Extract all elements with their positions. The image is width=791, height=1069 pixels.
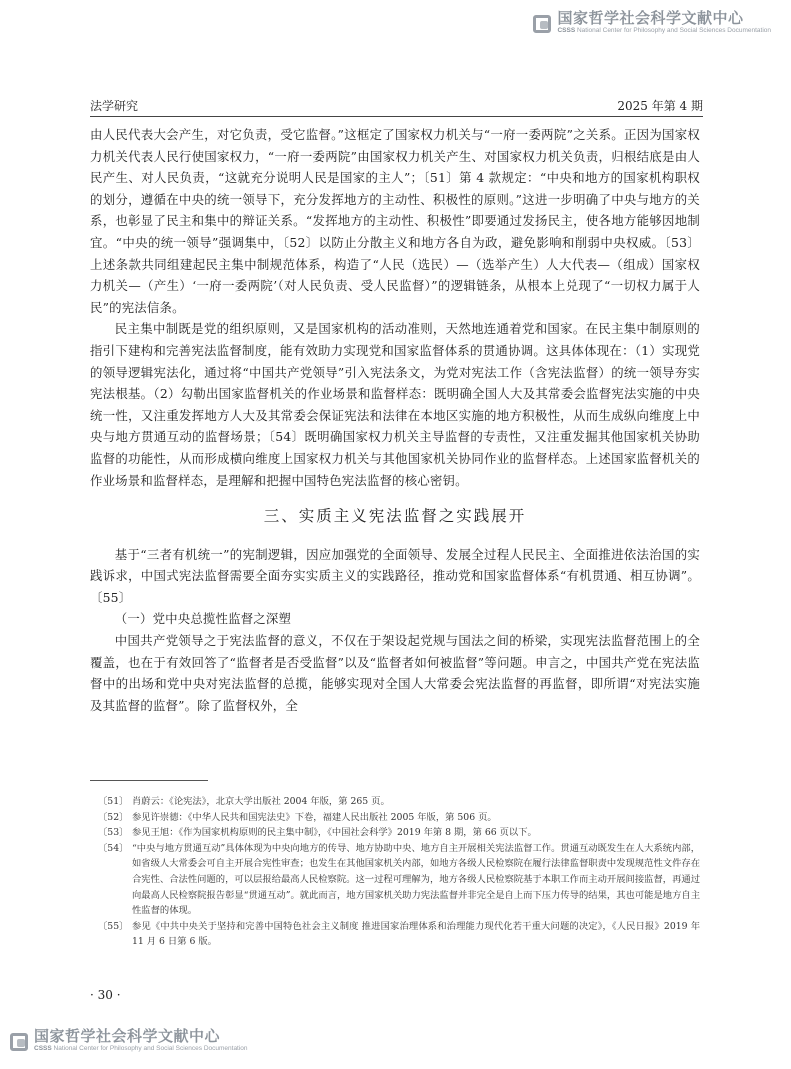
footnotes [90, 794, 700, 950]
journal-name: 法学研究 [90, 99, 139, 113]
paragraph: 基于“三者有机统一”的宪制逻辑，因应加强党的全面领导、发展全过程人民民主、全面推进依法治国的实践诉求，中国式宪法监督需要全面夯实实质主义的实践路径，推动党和国家监督体系“有机贯通、相互协调”。〔55〕 [90, 546, 700, 605]
footnote [90, 825, 700, 841]
footnote [90, 810, 700, 826]
logo-icon [8, 1030, 30, 1052]
running-header [90, 92, 703, 117]
footnote-number: 〔51〕 [98, 796, 129, 807]
footnote [90, 919, 700, 950]
watermark-abbr: CSSS [557, 27, 576, 34]
footnote-number: 〔54〕 [98, 842, 129, 854]
footnote-number: 〔55〕 [98, 920, 129, 932]
footnote [90, 841, 700, 919]
subsection-title: （一）党中央总揽性监督之深塑 [114, 611, 292, 627]
footnote-text: 参见许崇德：《中华人民共和国宪法史》下卷，福建人民出版社 2005 年版，第 506 页。 [132, 811, 497, 823]
watermark-name-cn: 国家哲学社会科学文献中心 [557, 9, 744, 27]
issue-label: 2025 年第 4 期 [617, 99, 703, 113]
logo-icon [531, 12, 553, 34]
watermark-name-en: National Center for Philosophy and Social Sciences Documentation [53, 1045, 248, 1052]
main-text [90, 124, 700, 716]
footnote-number: 〔52〕 [98, 811, 129, 823]
paragraph: 中国共产党领导之于宪法监督的意义，不仅在于架设起党规与国法之间的桥梁，实现宪法监督范围上的全覆盖，也在于有效回答了“监督者是否受监督”以及“监督者如何被监督”等问题。申言之，中国共产党在宪法监督中的出场和党中央对宪法监督的总揽，能够实现对全国人大常委会宪法监督的再监督，即所谓“对宪法实施及其监督的监督”。除了监督权外，全 [90, 633, 700, 713]
watermark-name-cn: 国家哲学社会科学文献中心 [34, 1027, 221, 1045]
paragraph: 由人民代表大会产生，对它负责，受它监督。”这框定了国家权力机关与“一府一委两院”之关系。正因为国家权力机关代表人民行使国家权力，“一府一委两院”由国家权力机关产生、对国家权力机关负责，归根结底是由人民产生、对人民负责，“这就充分说明人民是国家的主人”；〔51〕第 4 款规定：“中央和地方的国家机构职权的划分，遵循在中央的统一领导下，充分发挥地方的主动性、积极性的原则。”这进一步明确了中央与地方的关系，也彰显了民主和集中的辩证关系。“发挥地方的主动性、积极性”即要通过发扬民主，使各地方能够因地制宜。“中央的统一领导”强调集中，〔52〕以防止分散主义和地方各自为政，避免影响和削弱中央权威。〔53〕上述条款共同组建起民主集中制规范体系，构造了“人民（选民）—（选举产生）人大代表—（组成）国家权力机关—（产生）‘一府一委两院’（对人民负责、受人民监督）”的逻辑链条，从根本上兑现了“一切权力属于人民”的宪法信条。 [90, 127, 700, 315]
watermark-name-en: National Center for Philosophy and Social Sciences Documentation [576, 27, 771, 34]
footnote-divider [90, 780, 208, 781]
footnote-text: 肖蔚云：《论宪法》，北京大学出版社 2004 年版，第 265 页。 [132, 796, 390, 807]
footnote-text: “中央与地方贯通互动”具体体现为中央向地方的传导、地方协助中央、地方自主开展相关宪法监督工作。贯通互动既发生在人大系统内部，如省级人大常委会可自主开展合宪性审查；也发生在其他国家机关内部，如地方各级人民检察院在履行法律监督职责中发现规范性文件存在合宪性、合法性问题的，可以层报给最高人民检察院。这一过程可理解为，地方各级人民检察院基于本职工作而主动开展间接监督，再通过向最高人民检察院报告彰显“贯通互动”。就此而言，地方国家机关助力宪法监督并非完全是自上而下压力传导的结果，其也可能是地方自主性监督的体现。 [132, 842, 700, 917]
section-title: 三、实质主义宪法监督之实践展开 [263, 507, 527, 526]
watermark-top [531, 10, 771, 35]
footnote [90, 794, 700, 810]
footnote-text: 参见王旭：《作为国家机构原则的民主集中制》，《中国社会科学》2019 年第 8 期，第 66 页以下。 [132, 827, 537, 839]
footnote-number: 〔53〕 [98, 827, 129, 839]
footnote-text: 参见《中共中央关于坚持和完善中国特色社会主义制度 推进国家治理体系和治理能力现代化若干重大问题的决定》，《人民日报》2019 年 11 月 6 日第 6 版。 [132, 920, 700, 948]
page-number: · 30 · [90, 988, 121, 1002]
watermark-bottom [8, 1028, 248, 1053]
watermark-abbr: CSSS [34, 1045, 52, 1052]
paragraph: 民主集中制既是党的组织原则，又是国家机构的活动准则，天然地连通着党和国家。在民主集中制原则的指引下建构和完善宪法监督制度，能有效助力实现党和国家监督体系的贯通协调。这具体体现在：（1）实现党的领导逻辑宪法化，通过将“中国共产党领导”引入宪法条文，为党对宪法工作（含宪法监督）的统一领导夯实宪法根基。（2）勾勒出国家监督机关的作业场景和监督样态：既明确全国人大及其常委会监督宪法实施的中央统一性，又注重发挥地方人大及其常委会保证宪法和法律在本地区实施的地方积极性，从而生成纵向维度上中央与地方贯通互动的监督场景；〔54〕既明确国家权力机关主导监督的专责性，又注重发掘其他国家机关协助监督的功能性，从而形成横向维度上国家权力机关与其他国家机关协同作业的监督样态。上述国家监督机关的作业场景和监督样态，是理解和把握中国特色宪法监督的核心密钥。 [90, 321, 700, 488]
